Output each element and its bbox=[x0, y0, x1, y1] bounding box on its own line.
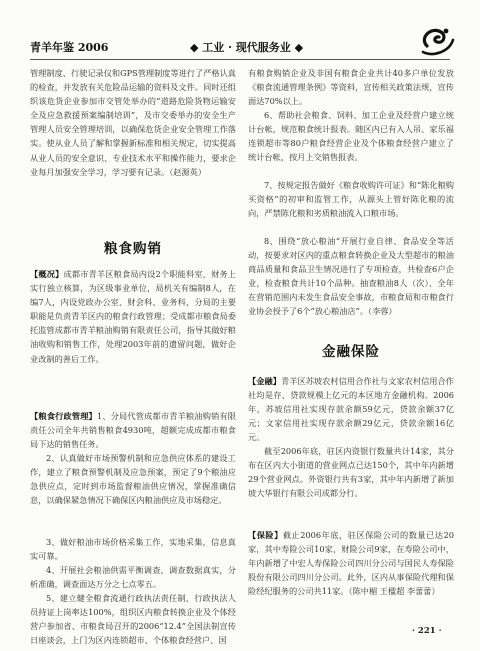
paragraph-grain-admin-3: 3、做好粮油市场价格采集工作，实地采集，信息真实可靠。 bbox=[30, 537, 236, 562]
paragraph-transport-safety: 管理制度、行驶记录仪和GPS管理制度等进行了严格认真的检查，并发放有关危险品运输的资料及文件。同时还组织该危货企业参加市交管处举办的“道路危险货物运输安全及应急救援预案编制培训”，及市交委举办的安全生产管理人员安全管理培训，以确保危货企业安全管理工作落实。使从业人员了解和掌握新标准和相关规定，切实提高从业人员的安全意识、专业技术水平和操作能力，要求企业每月加强安全学习，学习要有记录。（赵源英） bbox=[30, 68, 236, 177]
paragraph-finance bbox=[248, 374, 454, 444]
paragraph-banks: 截至2006年底，驻区内资银行数量共计14家，其分布在区内大小街道的营业网点已达150个，其中年内新增29个营业网点。外资银行共有3家，其中年内新增了新加坡大华银行有限公司成都分行。 bbox=[248, 446, 454, 499]
insurance-text: 截止2006年底，驻区保险公司的数量已达20家，其中寿险公司10家，财险公司9家，在寿险公司中，年内新增了中宏人寿保险公司四川分公司与国民人寿保险股份有限公司四川分公司。此外，区内从事保险代理和保险经纪服务的公司共11家。（陈中楣 王楹超 李蕾蕾） bbox=[248, 530, 454, 597]
right-column bbox=[248, 66, 454, 598]
finance-text: 青羊区苏坡农村信用合作社与文家农村信用合作社均是存、贷款规模上亿元的本区地方金融机构。2006年，苏坡信用社实现存款余额59亿元，贷款余额37亿元；文家信用社实现存款余额29亿元，贷款余额16亿元。 bbox=[248, 376, 454, 443]
paragraph-grain-admin-1 bbox=[30, 409, 236, 451]
tag-overview: 【概况】 bbox=[30, 269, 64, 279]
section-title: ◆ 工业 · 现代服务业 ◆ bbox=[190, 41, 304, 54]
paragraph-grain-admin-8: 8、围绕“放心粮油”开展行业自律、食品安全等活动，按要求对区内的重点粮食转换企业及大型超市的粮油商品质量和食品卫生情况进行了专项检查，共检查6户企业，检查粮食共计10个品种。抽查粮油8人（次）、全年在营销范围内未发生食品安全事故，市粮食局和市粮食行业协会授予了6个“放心粮油店”。（李蓉） bbox=[248, 236, 454, 317]
heading-finance: 金融保险 bbox=[322, 344, 380, 360]
tag-insurance: 【保险】 bbox=[248, 530, 283, 540]
paragraph-insurance bbox=[248, 528, 454, 598]
paragraph-grain-admin-7: 7、按规定报告做好《粮食收购许可证》和“陈化粮购买资格”的初审和监管工作，从源头上管好陈化粮的流向，严禁陈化粮和劣质粮油流入口粮市场。 bbox=[248, 180, 454, 219]
page-header bbox=[30, 36, 450, 58]
header-rule bbox=[30, 59, 450, 60]
tag-grain-admin: 【粮食行政管理】 bbox=[30, 411, 97, 421]
paragraph-grain-admin-4: 4、开展社会粮油供需平衡调查，调查数据真实，分析准确，调查面达万分之七点零五。 bbox=[30, 565, 236, 590]
swirl-logo-icon bbox=[413, 24, 457, 58]
paragraph-grain-admin-2: 2、认真做好市场预警机制和应急供应体系的建设工作，建立了粮食预警机制及应急预案，预定了9个粮油应急供应点，定时到市场监督粮油供应情况，掌握准确信息，以确保紧急情况下确保区内粮油供应及市场稳定。 bbox=[30, 453, 236, 506]
tag-finance: 【金融】 bbox=[248, 376, 281, 386]
page-number: · 221 · bbox=[412, 626, 442, 636]
heading-grain: 粮食购销 bbox=[104, 241, 162, 257]
overview-text: 成都市青羊区粮食局内设2个职能科室，财务上实行独立核算，为区级事业单位，局机关有编制8人，在编7人，内设党政办公室、财会科、业务科，分局的主要职能是负责青羊区内的粮食行政管理；受成都市粮食局委托监管成都市青羊粮油购销有限责任公司，指导其做好粮油收购和销售工作，处理2003年前的遗留问题，做好企业改制的善后工作。 bbox=[30, 269, 236, 364]
yearbook-title: 青羊年鉴 2006 bbox=[30, 41, 109, 54]
paragraph-grain-admin-5: 5、建立健全粮食流通行政执法责任制，行政执法人员持证上岗率达100%，组织区内粮食转换企业及个体经营户参加省、市粮食局召开的2006“12.4”全国法制宣传日座谈会，上门为区内连锁超市、个体粮食经营户、国 bbox=[30, 593, 236, 646]
grain-admin-text: 1、分局代管成都市青羊粮油购销有限责任公司全年共销售粮食4930吨，超额完成成都市粮食局下达的销售任务。 bbox=[30, 411, 236, 450]
paragraph-grain-admin-5-cont: 有粮食购销企业及非国有粮食企业共计40多户单位发放《粮食流通管理条例》等资料，宣传相关政策法规，宣传面达70%以上。 bbox=[248, 68, 454, 107]
left-column bbox=[30, 66, 236, 647]
paragraph-grain-admin-6: 6、帮助社会粮食、饲料、加工企业及经营户建立统计台帐，规范粮食统计报表。随区内已有入人吊、家乐福连锁超市等80户粮食经营企业及个体粮食经营户建立了统计台帐，按月上交销售报表。 bbox=[248, 110, 454, 163]
paragraph-grain-overview bbox=[30, 267, 236, 395]
